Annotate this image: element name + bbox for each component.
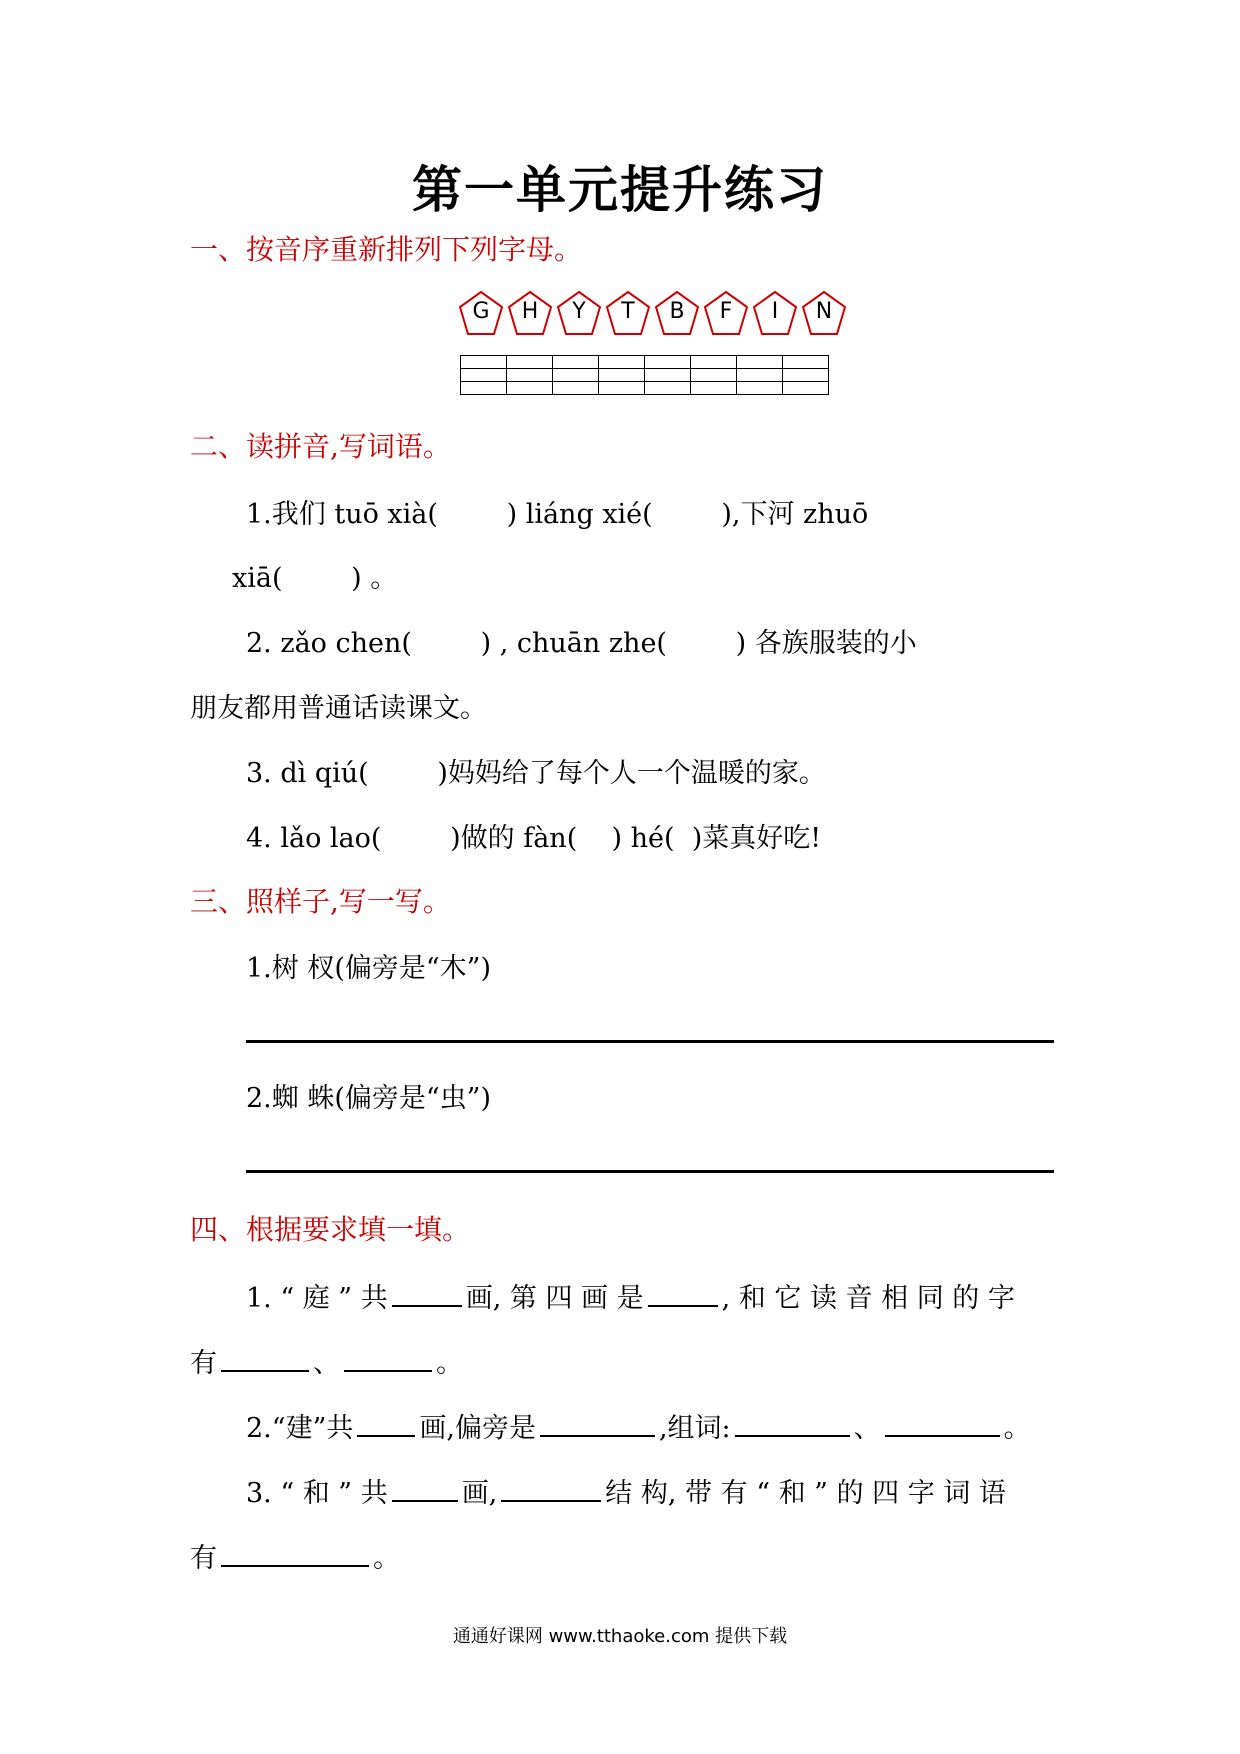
answer-blank[interactable]	[885, 1411, 1000, 1437]
section-heading-1: 一、按音序重新排列下列字母。	[190, 233, 583, 266]
answer-line-1[interactable]	[246, 1040, 1054, 1043]
fill-question-1-line-1	[246, 1276, 1015, 1315]
fill-text: 有	[190, 1348, 217, 1379]
answer-blank[interactable]	[221, 1541, 369, 1567]
letter-pentagon	[605, 290, 651, 336]
letter-pentagons	[458, 290, 850, 338]
answer-blank[interactable]	[392, 1281, 462, 1307]
fill-text: , 和 它 读 音 相 同 的 字	[721, 1283, 1015, 1314]
answer-blank[interactable]	[540, 1411, 655, 1437]
fill-question-3-line-1	[246, 1471, 1006, 1510]
fill-text: 3. “ 和 ” 共	[246, 1478, 388, 1509]
pinyin-question-2-line-1: 2. zǎo chen( ) , chuān zhe( ) 各族服装的小	[246, 628, 917, 659]
fill-question-2	[246, 1406, 1031, 1445]
fill-text: 、	[853, 1413, 881, 1444]
radical-question-1: 1.树 杈(偏旁是“木”)	[246, 953, 492, 984]
section-heading-4: 四、根据要求填一填。	[190, 1213, 471, 1246]
answer-blank[interactable]	[221, 1346, 309, 1372]
answer-blank[interactable]	[392, 1476, 458, 1502]
fill-question-3-line-2	[190, 1536, 400, 1575]
answer-blank[interactable]	[501, 1476, 601, 1502]
letter: T	[621, 299, 635, 324]
pinyin-question-2-line-2: 朋友都用普通话读课文。	[190, 693, 487, 724]
answer-blank[interactable]	[357, 1411, 415, 1437]
fill-text: 1. “ 庭 ” 共	[246, 1283, 388, 1314]
fill-text: 画,	[461, 1478, 498, 1509]
letter-pentagon	[752, 290, 798, 336]
writing-grid[interactable]	[460, 355, 829, 395]
fill-question-1-line-2	[190, 1341, 463, 1380]
fill-text: 。	[373, 1543, 400, 1574]
letter: I	[771, 299, 779, 324]
letter: N	[815, 299, 833, 324]
fill-text: 结 构, 带 有 “ 和 ” 的 四 字 词 语	[605, 1478, 1006, 1509]
pinyin-question-1-line-1: 1.我们 tuō xià( ) liáng xié( ),下河 zhuō	[246, 499, 869, 530]
answer-blank[interactable]	[344, 1346, 432, 1372]
section-heading-2: 二、读拼音,写词语。	[190, 430, 451, 463]
letter: G	[472, 299, 490, 324]
letter-pentagon	[703, 290, 749, 336]
answer-blank[interactable]	[735, 1411, 850, 1437]
pinyin-question-4: 4. lǎo lao( )做的 fàn( ) hé( )菜真好吃!	[246, 823, 822, 854]
pinyin-question-1-line-2: xiā( ) 。	[232, 563, 398, 594]
fill-text: 、	[313, 1348, 340, 1379]
page-title: 第一单元提升练习	[412, 161, 828, 219]
letter-pentagon	[458, 290, 504, 336]
fill-text: 。	[1003, 1413, 1031, 1444]
letter-pentagon	[507, 290, 553, 336]
answer-line-2[interactable]	[246, 1170, 1054, 1173]
fill-text: 画, 第 四 画 是	[465, 1283, 644, 1314]
fill-text: 。	[436, 1348, 463, 1379]
pinyin-question-3: 3. dì qiú( )妈妈给了每个人一个温暖的家。	[246, 758, 826, 789]
letter: H	[521, 299, 539, 324]
letter-pentagon	[801, 290, 847, 336]
section-heading-3: 三、照样子,写一写。	[190, 885, 451, 918]
footer-credit: 通通好课网 www.tthaoke.com 提供下载	[452, 1626, 788, 1647]
letter: Y	[572, 299, 586, 324]
fill-text: 有	[190, 1543, 217, 1574]
letter-pentagon	[556, 290, 602, 336]
radical-question-2: 2.蜘 蛛(偏旁是“虫”)	[246, 1083, 492, 1114]
fill-text: 2.“建”共	[246, 1413, 354, 1444]
letter: F	[719, 299, 733, 324]
letter-pentagon	[654, 290, 700, 336]
letter: B	[669, 299, 685, 324]
answer-blank[interactable]	[648, 1281, 718, 1307]
fill-text: 画,偏旁是	[419, 1413, 536, 1444]
fill-text: ,组词:	[658, 1413, 731, 1444]
